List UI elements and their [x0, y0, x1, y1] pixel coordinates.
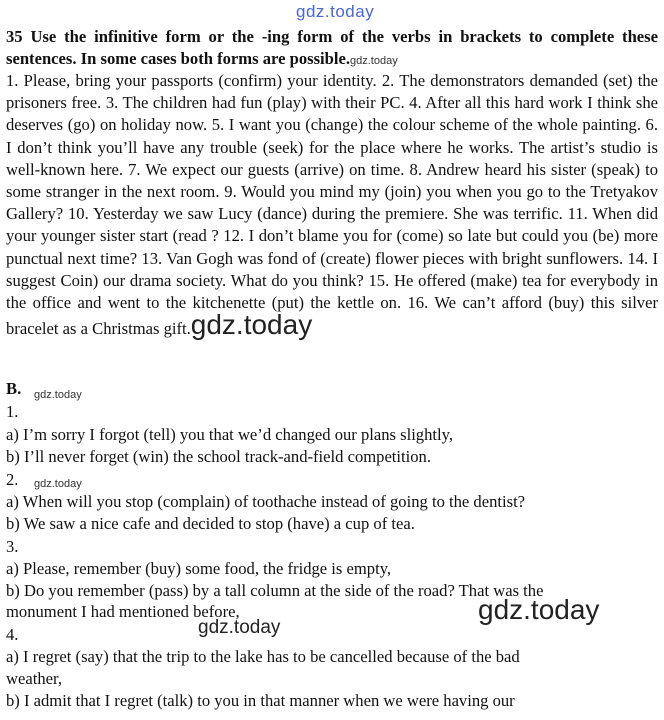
watermark-group-2: gdz.today: [34, 478, 82, 490]
group-3-b-line1: b) Do you remember (pass) by a tall column at the side of the road? That was the: [6, 581, 544, 600]
group-4-number: 4.: [6, 625, 19, 644]
group-4-b: b) I admit that I regret (talk) to you in that manner when we were having our: [6, 691, 515, 710]
exercise-a-body: 1. Please, bring your passports (confirm) your identity. 2. The demonstrators demanded (set) the prisoners free. 3. The children had fun (play) with their PC. 4. After all this hard work I think she deserves (go) on holiday now. 5. I want you (change) the colour scheme of the whole painting. 6. I don’t think you’ll have any trouble (seek) for the place where he works. The artist’s studio is well-known here. 7. We expect our guests (arrive) on time. 8. Andrew heard his sister (speak) to some stranger in the next room. 9. Would you mind my (join) you when you go to the Tretyakov Gallery? 10. Yesterday we saw Lucy (dance) during the premiere. She was terrific. 11. When did your younger sister start (read ? 12. I don’t blame you for (come) so late but could you (be) more punctual next time? 13. Van Gogh was fond of (create) flower pieces with bright sunflowers. 14. I suggest Coin) our drama society. What do you think? 15. He offered (make) tea for everybody in the office and went to the kitchenette (put) the kettle on. 16. We can’t afford (buy) this silver bracelet as a Christmas gift.: [6, 71, 658, 339]
group-2-number: 2.: [6, 470, 19, 489]
group-2-b: b) We saw a nice cafe and decided to stop (have) a cup of tea.: [6, 514, 415, 533]
group-4-a-line2: weather,: [6, 669, 62, 688]
group-4-a-line1: a) I regret (say) that the trip to the lake has to be cancelled because of the bad: [6, 647, 520, 666]
exercise-heading: [6, 26, 658, 72]
section-b-label: B.: [6, 379, 22, 398]
exercise-a-text: [6, 70, 658, 340]
watermark-top: gdz.today: [296, 2, 375, 21]
watermark-large-right: gdz.today: [478, 594, 600, 625]
group-1-number: 1.: [6, 402, 19, 421]
section-b-header: [6, 378, 21, 400]
watermark-inline-large: gdz.today: [190, 309, 313, 341]
group-3-a: a) Please, remember (buy) some food, the fridge is empty,: [6, 559, 392, 578]
watermark-mid: gdz.today: [198, 617, 281, 638]
heading-text: 35 Use the infinitive form or the -ing form of the verbs in brackets to complete these sentences. In some cases both forms are possible.: [6, 27, 658, 69]
group-1-a: a) I’m sorry I forgot (tell) you that we’d changed our plans slightly,: [6, 425, 453, 444]
group-1-b: b) I’ll never forget (win) the school track-and-field competition.: [6, 447, 431, 466]
watermark-b: gdz.today: [34, 389, 82, 401]
watermark-inline: gdz.today: [350, 55, 398, 68]
group-3-b-line2: monument I had mentioned before,: [6, 602, 240, 621]
group-2-a: a) When will you stop (complain) of toothache instead of going to the dentist?: [6, 492, 526, 511]
group-3-number: 3.: [6, 537, 19, 556]
